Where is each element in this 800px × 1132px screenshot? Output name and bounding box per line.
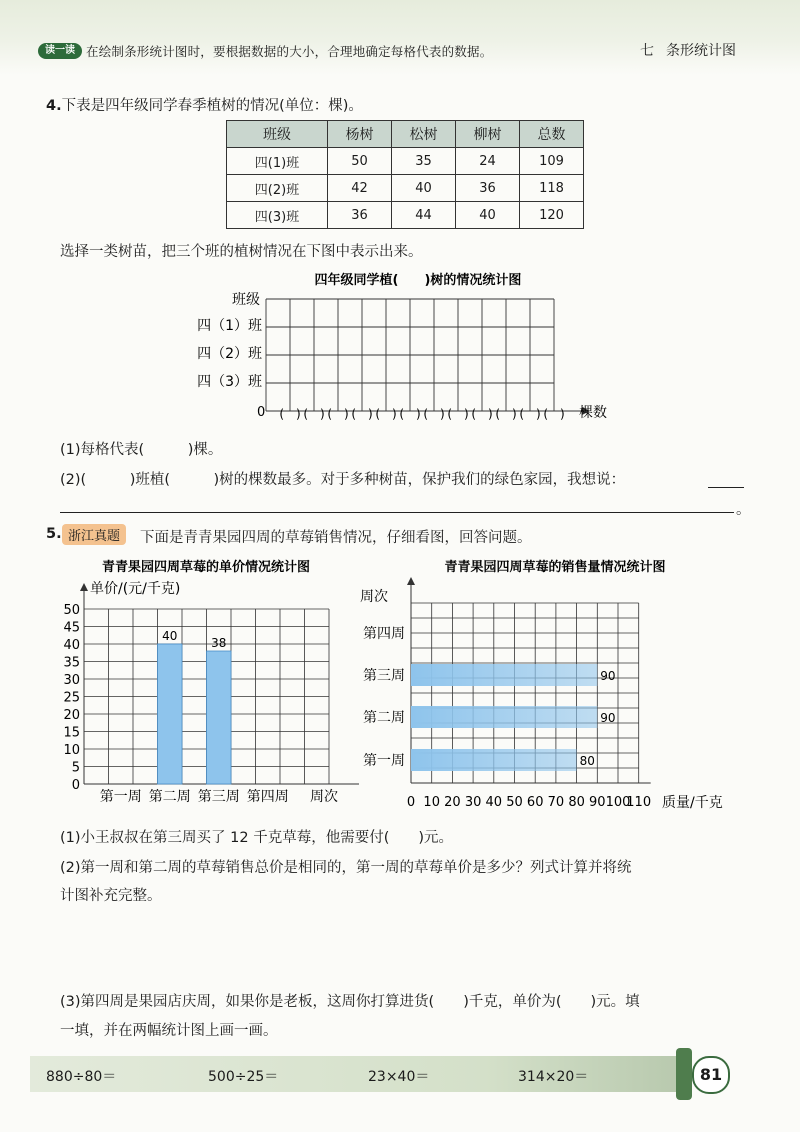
y-tick-label: 30 (63, 673, 80, 688)
hint-text: 在绘制条形统计图时，要根据数据的大小，合理地确定每格代表的数据。 (86, 44, 493, 59)
table-header-cell: 总数 (520, 121, 584, 148)
blank-tick-label: ( ) (327, 407, 349, 421)
q5-intro: 下面是青青果园四周的草莓销售情况，仔细看图，回答问题。 (140, 530, 532, 546)
q5-sub3-line2: 一填，并在两幅统计图上画一画。 (60, 1023, 278, 1039)
y-tick-label: 25 (63, 690, 80, 706)
table-cell: 四(2)班 (227, 175, 328, 202)
blank-tick-label: ( ) (519, 407, 541, 421)
table-cell: 四(1)班 (227, 148, 328, 175)
q5-number: 5. (46, 526, 62, 542)
category-label: 第一周 (363, 753, 405, 769)
y-tick-label: 40 (63, 638, 80, 653)
x-tick-label: 60 (526, 795, 544, 810)
table-cell: 35 (392, 148, 456, 175)
q4-intro: 下表是四年级同学春季植树的情况(单位：棵)。 (61, 98, 363, 114)
x-tick-label: 50 (506, 795, 523, 810)
x-tick-label: 第二周 (148, 789, 191, 805)
q4-category-label: 四（1）班 (197, 318, 262, 334)
blank-tick-label: ( ) (423, 407, 445, 421)
y-axis-label: 单价/(元/千克) (90, 581, 181, 597)
chapter-title (640, 40, 736, 60)
q4-category-label: 四（2）班 (197, 346, 262, 362)
table-header-row (227, 121, 584, 148)
x-tick-labels (100, 789, 289, 805)
q4-chart-title: 四年级同学植( )树的情况统计图 (314, 273, 522, 288)
x-tick-label: 100 (605, 795, 631, 810)
table-cell: 40 (456, 202, 520, 229)
q4-y-axis-label: 班级 (232, 292, 260, 308)
table-cell: 44 (392, 202, 456, 229)
category-label: 第二周 (363, 710, 405, 726)
x-tick-label: 80 (568, 795, 585, 810)
end-mark: 。 (736, 502, 751, 518)
table-row (227, 202, 584, 229)
q5-sub1: (1)小王叔叔在第三周买了 12 千克草莓，他需要付( )元。 (60, 830, 454, 846)
hint-badge: 读一读 (38, 43, 82, 59)
table-cell: 36 (456, 175, 520, 202)
bar-value-label: 90 (600, 711, 616, 725)
table-header-cell: 柳树 (456, 121, 520, 148)
calc-exercise: 500÷25＝ (208, 1069, 279, 1085)
q4-sub2: (2)( )班植( )树的棵数最多。对于多种树苗，保护我们的绿色家园，我想说： (60, 472, 626, 488)
q4-sub1: (1)每格代表( )棵。 (60, 442, 223, 458)
q4-number: 4. (46, 98, 62, 114)
blank-tick-label: ( ) (375, 407, 397, 421)
y-tick-label: 45 (63, 620, 80, 636)
x-tick-label: 第三周 (197, 789, 240, 805)
x-axis-label: 质量/千克 (662, 795, 723, 811)
bar-value-label: 90 (600, 669, 616, 683)
q4-grid-lines (266, 299, 590, 415)
table-cell: 42 (328, 175, 392, 202)
bar-value-label: 40 (162, 629, 178, 643)
chart-title: 青青果园四周草莓的销售量情况统计图 (444, 560, 666, 575)
q4-instruction: 选择一类树苗，把三个班的植树情况在下图中表示出来。 (60, 244, 423, 260)
blank-tick-label: ( ) (351, 407, 373, 421)
bars (158, 629, 232, 784)
x-tick-label: 110 (626, 795, 652, 810)
bar (411, 749, 577, 771)
bars (411, 664, 616, 771)
bar (411, 706, 597, 728)
q4-blank-chart (0, 262, 800, 432)
answer-line[interactable] (60, 512, 734, 513)
y-tick-label: 10 (63, 743, 80, 758)
q4-table (226, 120, 584, 229)
q4-category-labels (197, 318, 262, 390)
q5-sub2-line1: (2)第一周和第二周的草莓销售总价是相同的，第一周的草莓单价是多少？列式计算并将统 (60, 860, 632, 876)
table-row (227, 175, 584, 202)
table-header-cell: 杨树 (328, 121, 392, 148)
price-chart (40, 555, 360, 815)
category-label: 第三周 (363, 668, 405, 684)
y-axis-label: 周次 (360, 589, 388, 605)
calc-exercise: 314×20＝ (518, 1069, 589, 1085)
x-tick-label: 90 (589, 795, 606, 810)
q4-blank-ticks (279, 407, 564, 421)
y-tick-label: 0 (71, 778, 80, 793)
table-header-cell: 班级 (227, 121, 328, 148)
table-cell: 36 (328, 202, 392, 229)
table-cell: 120 (520, 202, 584, 229)
blank-tick-label: ( ) (447, 407, 469, 421)
blank-tick-label: ( ) (279, 407, 301, 421)
blank-tick-label: ( ) (303, 407, 325, 421)
calc-exercise: 23×40＝ (368, 1069, 430, 1085)
q4-intro-line (46, 94, 363, 115)
x-tick-label: 第四周 (246, 789, 289, 805)
page-tab (676, 1048, 692, 1100)
bar-value-label: 80 (579, 754, 595, 768)
x-tick-label: 40 (485, 795, 503, 810)
chapter-number: 七 (640, 43, 654, 59)
bar (158, 644, 183, 784)
y-tick-label: 5 (71, 760, 80, 776)
table-header-cell: 松树 (392, 121, 456, 148)
axis-arrow-icon (80, 583, 88, 591)
category-label: 第四周 (363, 626, 405, 642)
category-labels (363, 626, 405, 769)
table-cell: 50 (328, 148, 392, 175)
bar (411, 664, 597, 686)
x-tick-label: 10 (423, 795, 440, 810)
x-tick-label: 30 (464, 795, 482, 810)
table-cell: 24 (456, 148, 520, 175)
x-tick-label: 0 (406, 795, 416, 810)
table-cell: 四(3)班 (227, 202, 328, 229)
page-number: 81 (692, 1056, 730, 1094)
blank-tick-label: ( ) (471, 407, 493, 421)
blank-tick-label: ( ) (543, 407, 565, 421)
q4-origin: 0 (257, 405, 266, 420)
axis-arrow-icon (407, 577, 415, 585)
y-tick-label: 20 (63, 708, 80, 723)
bar (207, 651, 232, 784)
chart-title: 青青果园四周草莓的单价情况统计图 (101, 560, 311, 575)
y-tick-label: 35 (63, 655, 80, 671)
y-tick-label: 50 (63, 603, 80, 618)
blank-tick-label: ( ) (495, 407, 517, 421)
y-tick-labels (63, 603, 80, 793)
calc-exercise: 880÷80＝ (46, 1069, 117, 1085)
table-cell: 40 (392, 175, 456, 202)
q4-category-label: 四（3）班 (197, 374, 262, 390)
table-cell: 109 (520, 148, 584, 175)
sales-chart (350, 555, 770, 815)
q5-sub2-line2: 计图补充完整。 (60, 888, 162, 904)
x-tick-label: 第一周 (99, 789, 142, 805)
bar-value-label: 38 (211, 636, 227, 650)
x-axis-label: 周次 (310, 789, 338, 805)
q5-sub3-line1: (3)第四周是果园店庆周，如果你是老板，这周你打算进货( )千克，单价为( )元。填 (60, 994, 640, 1010)
blank-tick-label: ( ) (399, 407, 421, 421)
chapter-name: 条形统计图 (666, 43, 736, 59)
q4-x-axis-label: 棵数 (579, 405, 607, 421)
table-cell: 118 (520, 175, 584, 202)
answer-line[interactable] (708, 487, 744, 488)
x-tick-label: 70 (547, 795, 565, 810)
x-tick-labels (407, 795, 651, 810)
q5-tag: 浙江真题 (62, 524, 126, 545)
y-tick-label: 15 (63, 725, 80, 741)
x-tick-label: 20 (444, 795, 461, 810)
header-band (0, 0, 800, 75)
table-row (227, 148, 584, 175)
